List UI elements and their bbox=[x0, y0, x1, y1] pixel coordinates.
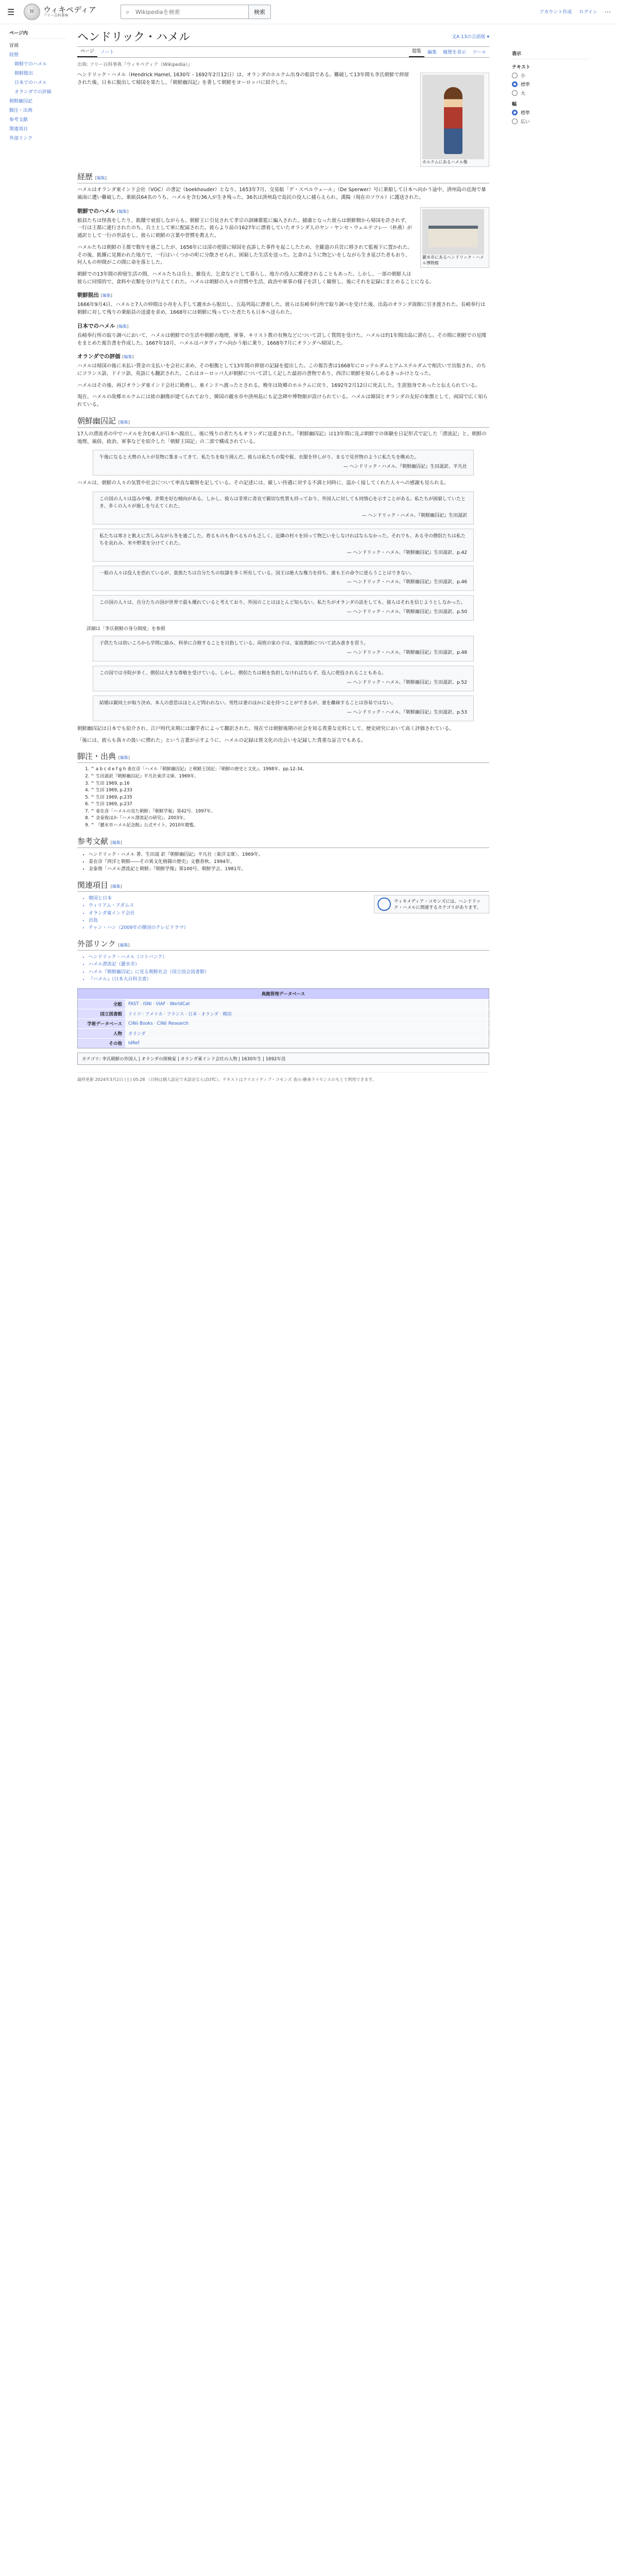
edit-link[interactable]: 編集 bbox=[119, 942, 128, 947]
bibliography-item: • 姜在彦『西洋と朝鮮――その異文化格闘の歴史』文藝春秋、1994年。 bbox=[89, 858, 489, 866]
toc-item[interactable]: オランダでの評価 bbox=[14, 90, 52, 95]
tab-history[interactable]: 履歴を表示 bbox=[443, 50, 467, 55]
toc-title: ページ内 bbox=[9, 29, 66, 39]
quote-source: — ヘンドリック・ハメル、『朝鮮幽囚記』生田滋訳、p.50 bbox=[347, 609, 467, 615]
search-input[interactable] bbox=[134, 8, 248, 16]
subsection-heading: オランダでの評価 [編集] bbox=[77, 353, 134, 360]
commons-text: ウィキメディア・コモンズには、ヘンドリック・ハメルに関連するカテゴリがあります。 bbox=[394, 899, 481, 910]
authority-key: 学術データベース bbox=[78, 1019, 126, 1029]
width-option-standard[interactable] bbox=[512, 109, 589, 116]
commons-logo-icon bbox=[377, 897, 391, 911]
paragraph: 長崎奉行所の取り調べにおいて、ハメルは朝鮮での生活や朝鮮の地理、軍事、キリスト教の有無などについて詳しく質問を受けた。ハメルは約1年間出島に滞在し、その間に朝鮮での見聞をまとめた報告書を作成した。1667年10月、ハメルはバタヴィアへ向かう船に乗り、1668年7月にオランダへ帰国した。 bbox=[77, 332, 486, 346]
page-tabs bbox=[77, 47, 489, 58]
reference-item[interactable]: 4. ^ 生田 1969, p.233 bbox=[91, 787, 489, 794]
reference-item[interactable]: 5. ^ 生田 1969, p.235 bbox=[91, 794, 489, 802]
quote-text: 結婚は親同士が取り決め、本人の意思はほとんど問われない。男性は妻のほかに妾を持つことができるが、妻を離縁することは容易ではない。 bbox=[99, 701, 396, 706]
edit-link[interactable]: 編集 bbox=[118, 324, 127, 329]
quote-block bbox=[93, 492, 474, 524]
radio-selected-icon bbox=[512, 110, 518, 115]
section-title: 日本でのハメル bbox=[77, 323, 115, 329]
edit-link[interactable]: 編集 bbox=[112, 884, 121, 889]
edit-link[interactable]: 編集 bbox=[118, 209, 127, 214]
image-caption: 麗水市にあるヘンドリック・ハメル博物館 bbox=[422, 255, 484, 265]
paragraph: 船員たちは怪我をしたり、飢餓で衰弱しながらも、朝鮮王に引見されて孝宗の訓練都監に編入された。捕虜となった彼らは朝鮮側から帰国を許されず、一行は王都に連行されたのち、兵士として軍に配属された。彼らより前の1627年に漂着していたオランダ人のヤン・ヤンセ・ウェルテフレー（朴燕）が通訳として一行の世話をし、彼らに朝鮮の言葉や習慣を教えた。 bbox=[77, 217, 412, 239]
authority-value[interactable]: IdRef bbox=[125, 1039, 489, 1048]
paragraph: 現在、ハメルの故郷ホルクムには彼の銅像が建てられており、韓国の麗水市や済州島にも記念碑や博物館が設けられている。ハメルは韓国とオランダの友好の象徴として、両国で広く知られている。 bbox=[77, 394, 488, 408]
tab-talk[interactable]: ノート bbox=[100, 50, 114, 55]
authority-control-table bbox=[77, 988, 489, 1048]
quote-text: 子供たちは幼いころから学問に励み、科挙に合格することを目指している。両班の家の子は、家庭教師について読み書きを習う。 bbox=[99, 641, 369, 647]
radio-icon bbox=[512, 90, 518, 96]
quote-block bbox=[93, 450, 474, 476]
paragraph: 1666年9月4日、ハメルと7人の仲間は小舟を入手して麗水から脱出し、五島列島に漂着した。彼らは長崎奉行所で取り調べを受けた後、出島のオランダ商館に引き渡された。長崎奉行は朝鮮に対して残りの乗組員の送還を求め、1668年には朝鮮に残っていた者たちも日本へ送られた。 bbox=[77, 302, 486, 316]
appearance-title: 表示 bbox=[512, 50, 589, 59]
toc-item[interactable]: 脚注・出典 bbox=[9, 108, 33, 113]
quote-source: — ヘンドリック・ハメル、『朝鮮幽囚記』生田滋訳、p.46 bbox=[347, 580, 467, 585]
bibliography-item: • ヘンドリック・ハメル 著、生田滋 訳『朝鮮幽囚記』平凡社〈東洋文庫〉、1969年。 bbox=[89, 851, 489, 858]
reference-item[interactable]: 9. ^ 『麗水市ハメル記念館』公式サイト。2010年閲覧。 bbox=[91, 822, 489, 829]
option-label: 広い bbox=[521, 120, 530, 125]
related-link[interactable]: • チャン・ハン（2009年の韓国のテレビドラマ） bbox=[89, 924, 489, 931]
option-label: 標準 bbox=[521, 82, 530, 88]
external-link[interactable]: • ヘンドリック・ハメル（コトバンク） bbox=[89, 954, 489, 961]
table-of-contents bbox=[0, 24, 66, 1083]
create-account-link[interactable]: アカウント作成 bbox=[539, 10, 572, 15]
toc-item[interactable]: 関連項目 bbox=[9, 127, 28, 132]
authority-value[interactable]: CiNii Books · CiNii Research bbox=[125, 1019, 489, 1029]
toc-item[interactable]: 朝鮮幽囚記 bbox=[9, 99, 33, 104]
text-size-label: テキスト bbox=[512, 65, 530, 70]
reference-item[interactable]: 6. ^ 生田 1969, p.237 bbox=[91, 801, 489, 808]
authority-value[interactable]: ドイツ · アメリカ · フランス · 日本 · オランダ · 韓国 bbox=[125, 1009, 489, 1019]
authority-key: その他 bbox=[78, 1039, 126, 1048]
page-title-text: ヘンドリック・ハメル bbox=[77, 31, 191, 44]
option-label: 小 bbox=[521, 74, 526, 79]
main-menu-icon[interactable]: ☰ bbox=[7, 7, 15, 17]
paragraph: ハメルはその後、再びオランダ東インド会社に勤務し、東インドへ渡ったとされる。晩年は故郷のホルクムに戻り、1692年2月12日に死去した。生涯独身であったと伝えられている。 bbox=[77, 382, 480, 388]
quote-block bbox=[93, 636, 474, 662]
wikipedia-globe-icon: W bbox=[24, 4, 40, 20]
hamel-statue-image[interactable] bbox=[422, 75, 484, 159]
category-links[interactable]: カテゴリ: 李氏朝鮮の外国人 | オランダの探検家 | オランダ東インド会社の人物 | 1630年生 | 1692年没 bbox=[77, 1053, 489, 1065]
site-header bbox=[0, 0, 618, 24]
reference-item[interactable]: 8. ^ 金泰俊ほか『ハメル漂流記の研究』、2003年。 bbox=[91, 815, 489, 822]
edit-link[interactable]: 編集 bbox=[119, 755, 128, 760]
reference-item[interactable]: 2. ^ 生田滋訳『朝鮮幽囚記』平凡社東洋文庫、1969年。 bbox=[91, 773, 489, 781]
section-title: 経歴 bbox=[77, 172, 93, 182]
quote-text: この国の人々は盗みや嘘、詐欺を好む傾向がある。しかし、彼らは非常に善良で親切な性質も持っており、外国人に対しても同情心を示すことがある。私たちが困窮していたとき、多くの人々が施しを与えてくれた。 bbox=[99, 496, 466, 509]
reference-item[interactable]: 7. ^ 姜在彦「ハメルの見た朝鮮」『朝鮮学報』第42号、1997年。 bbox=[91, 808, 489, 816]
paragraph: 17人の漂流者の中でハメルを含む8人が日本へ脱出し、後に残りの者たちもオランダに送還された。『朝鮮幽囚記』は13年間に及ぶ朝鮮での体験を日記形式で記した「漂流記」と、朝鮮の地理、風俗、政治、軍事などを紹介した「朝鮮王国記」の二部で構成されている。 bbox=[77, 431, 487, 445]
quote-text: 午後になると大勢の人々が見物に集まってきて、私たちを取り囲んだ。彼らは私たちの髪や髭、衣服を珍しがり、まるで見世物のように私たちを眺めた。 bbox=[99, 455, 419, 461]
text-size-option-small[interactable] bbox=[512, 72, 589, 79]
authority-key: 人物 bbox=[78, 1029, 126, 1039]
edit-link[interactable]: 編集 bbox=[112, 840, 121, 845]
quote-block bbox=[93, 566, 474, 591]
section-title: 外部リンク bbox=[77, 939, 116, 948]
paragraph: ハメルは、朝鮮の人々の気質や社会について率直な観察を記している。その記述には、厳しい待遇に対する不満と同時に、温かく接してくれた人々への感謝も見られる。 bbox=[77, 480, 449, 486]
authority-value[interactable]: オランダ bbox=[125, 1029, 489, 1039]
toc-item[interactable]: 朝鮮脱出 bbox=[14, 71, 33, 76]
intro-paragraph: ヘンドリック・ハメル（Hendrick Hamel, 1630年 - 1692年2月12日）は、オランダのホルクム出身の船員である。難破して13年間も李氏朝鮮で抑留された後、日本に脱出して帰国を果たし、『朝鮮幽囚記』を著して朝鮮をヨーロッパに紹介した。 bbox=[77, 72, 409, 86]
radio-icon bbox=[512, 118, 518, 124]
quote-text: 一般の人々は役人を恐れているが、貴族たちは自分たちの奴隷を多く所有している。国王は絶大な権力を持ち、誰も王の命令に逆らうことはできない。 bbox=[99, 570, 415, 576]
edit-link[interactable]: 編集 bbox=[119, 419, 128, 425]
authority-key: 国立図書館 bbox=[78, 1009, 126, 1019]
reference-list bbox=[77, 766, 489, 829]
section-title: 関連項目 bbox=[77, 880, 109, 890]
paragraph: ハメルはオランダ東インド会社（VOC）の書記（boekhouder）となり、1653年7月、交易船「デ・スペルウェール」（De Sperwer）号に乗船して日本へ向かう途中、済州島の近海で暴風雨に遭い難破した。乗組員64名のうち、ハメルを含む36人が生き残った。36名は済州島で島民の役人に捕らえられ、漢陽（現在のソウル）に護送された。 bbox=[77, 187, 486, 200]
related-link[interactable]: • 出島 bbox=[89, 917, 489, 924]
appearance-panel bbox=[497, 24, 589, 1083]
page-footer: 最終更新 2024年3月2日 (土) 05:28 （日時は個人設定で未設定ならばUTC）。テキストはクリエイティブ・コモンズ 表示-継承ライセンスのもとで利用できます。 bbox=[77, 1072, 489, 1083]
image-hamel-statue bbox=[420, 73, 489, 167]
section-heading-related: 関連項目 [編集] bbox=[77, 879, 489, 892]
authority-caption: 典拠管理データベース bbox=[78, 989, 489, 999]
radio-icon bbox=[512, 73, 518, 78]
edit-link[interactable]: 編集 bbox=[102, 293, 111, 298]
paragraph: ハメルは帰国の後に未払い賃金の支払いを会社に求め、その根拠として13年間の抑留の記録を提出した。この報告書は1668年にロッテルダムとアムステルダムで相次いで出版され、のちにフランス語、ドイツ語、英語にも翻訳された。これはヨーロッパ人が朝鮮について詳しく記した最初の書物であり、西洋に朝鮮を知らしめるきっかけとなった。 bbox=[77, 363, 486, 377]
external-link[interactable]: • ハメル『朝鮮幽囚記』に見る朝鮮社会（国立国会図書館） bbox=[89, 969, 489, 976]
authority-value[interactable]: FAST · ISNI · VIAF · WorldCat bbox=[125, 999, 489, 1009]
quote-block bbox=[93, 666, 474, 691]
bibliography-list bbox=[77, 851, 489, 873]
quote-source: — ヘンドリック・ハメル、『朝鮮幽囚記』生田滋訳 bbox=[362, 513, 467, 518]
section-title: 朝鮮でのハメル bbox=[77, 208, 115, 214]
width-label: 幅 bbox=[512, 102, 517, 107]
quote-block bbox=[93, 529, 474, 562]
tab-read[interactable]: 閲覧 bbox=[409, 47, 424, 57]
page-title bbox=[77, 28, 489, 47]
edit-link[interactable]: 編集 bbox=[124, 354, 132, 360]
more-options-icon[interactable]: ⋯ bbox=[605, 8, 611, 15]
language-selector[interactable]: 文A 13の言語版 ▾ bbox=[452, 35, 489, 40]
section-title: 脚注・出典 bbox=[77, 752, 116, 761]
quote-source: — ヘンドリック・ハメル、『朝鮮幽囚記』生田滋訳、平凡社 bbox=[343, 464, 467, 470]
tab-tools[interactable]: ツール bbox=[472, 50, 486, 55]
image-caption: ホルクムにあるハメル像 bbox=[422, 160, 468, 164]
quote-source: — ヘンドリック・ハメル、『朝鮮幽囚記』生田滋訳、p.42 bbox=[347, 550, 467, 555]
quote-text: 私たちは寒さと飢えに苦しみながら冬を過ごした。着るものも食べるものも乏しく、近隣の村々を回って物乞いをしなければならなかった。それでも、ある寺の僧侶たちは私たちを哀れみ、米や野菜を分けてくれた。 bbox=[99, 533, 466, 546]
bibliography-item: • 金泰俊「ハメル漂流記と朝鮮」『朝鮮学報』第100号、朝鮮学会、1981年。 bbox=[89, 866, 489, 873]
quote-block bbox=[93, 696, 474, 721]
logo-subtitle: フリー百科事典 bbox=[43, 13, 68, 18]
logo-title: ウィキペディア bbox=[43, 5, 96, 14]
section-title: 朝鮮脱出 bbox=[77, 292, 99, 299]
section-heading-bio: 経歴 [編集] bbox=[77, 171, 489, 183]
toc-item[interactable]: 外部リンク bbox=[9, 136, 32, 141]
section-title: オランダでの評価 bbox=[77, 353, 121, 360]
related-link[interactable]: • ウィリアム・アダムス bbox=[89, 902, 489, 909]
external-links-list bbox=[77, 954, 489, 984]
quote-source: — ヘンドリック・ハメル、『朝鮮幽囚記』生田滋訳、p.53 bbox=[347, 709, 467, 715]
search-icon: ⌕ bbox=[126, 8, 130, 15]
quote-text: この国では寺院が多く、僧侶は大きな尊敬を受けている。しかし、僧侶たちは税を負担しなければならず、役人に使役されることもある。 bbox=[99, 671, 387, 676]
toc-item[interactable]: 朝鮮でのハメル bbox=[14, 62, 47, 67]
section-heading-record: 朝鮮幽囚記 [編集] bbox=[77, 415, 489, 428]
section-heading-bib: 参考文献 [編集] bbox=[77, 836, 489, 848]
section-title: 参考文献 bbox=[77, 836, 109, 846]
option-label: 標準 bbox=[521, 111, 530, 116]
authority-key: 全般 bbox=[78, 999, 126, 1009]
text-size-option-standard[interactable] bbox=[512, 81, 589, 88]
section-title: 朝鮮幽囚記 bbox=[77, 416, 116, 426]
related-link[interactable]: • オランダ東インド会社 bbox=[89, 910, 489, 917]
image-museum bbox=[420, 207, 489, 268]
language-count: 13の言語版 bbox=[461, 35, 486, 40]
toc-item[interactable]: 日本でのハメル bbox=[14, 80, 47, 86]
option-label: 大 bbox=[521, 91, 526, 96]
search-box bbox=[121, 5, 271, 19]
subsection-heading: 朝鮮でのハメル [編集] bbox=[77, 208, 129, 214]
related-link[interactable]: • 韓国と日本 bbox=[89, 895, 489, 902]
site-logo[interactable] bbox=[24, 4, 116, 20]
tab-page[interactable]: ページ bbox=[77, 47, 97, 57]
edit-link[interactable]: 編集 bbox=[96, 176, 105, 181]
quote-text: この国の人々は、自分たちの国が世界で最も優れていると考えており、外国のことはほとんど知らない。私たちがオランダの話をしても、彼らはそれを信じようとしなかった。 bbox=[99, 600, 466, 606]
external-link[interactable]: • ハメル漂流記（麗水市） bbox=[89, 961, 489, 968]
toc-item[interactable]: 参考文献 bbox=[9, 117, 28, 123]
text-size-option-large[interactable] bbox=[512, 90, 589, 96]
paragraph: 朝鮮幽囚記は日本でも紹介され、江戸時代末期には蘭学者によって翻訳された。現在では朝鮮後期の社会を知る貴重な史料として、歴史研究において高く評価されている。 bbox=[77, 725, 454, 732]
see-also-note[interactable]: 詳細は「李氏朝鮮の身分制度」を参照 bbox=[87, 626, 166, 632]
toc-item[interactable]: 経歴 bbox=[9, 53, 19, 58]
article-content bbox=[66, 24, 497, 1083]
commons-box[interactable] bbox=[374, 895, 489, 913]
section-heading-notes: 脚注・出典 [編集] bbox=[77, 751, 489, 763]
quote-block bbox=[93, 595, 474, 621]
page-source-note: 出典: フリー百科事典『ウィキペディア（Wikipedia）』 bbox=[77, 62, 193, 67]
login-link[interactable]: ログイン bbox=[579, 10, 597, 15]
radio-selected-icon bbox=[512, 81, 518, 87]
quote-source: — ヘンドリック・ハメル、『朝鮮幽囚記』生田滋訳、p.48 bbox=[347, 650, 467, 656]
width-option-wide[interactable] bbox=[512, 118, 589, 125]
toc-item[interactable]: 冒頭 bbox=[9, 43, 19, 48]
paragraph: ハメルたちは朝鮮の王都で数年を過ごしたが、1656年には清の使節に帰国を直訴した事件を起こしたため、全羅道の兵営に移されて監視下に置かれた。その後、飢饉に見舞われた地方で、一行はいくつかの町に分散させられ、困窮した生活を送った。乞食のように物乞いをしながら生き延びた者もおり、何人もの仲間がこの間に命を落とした。 bbox=[77, 244, 413, 266]
hamel-museum-image[interactable] bbox=[422, 209, 484, 255]
quote-source: — ヘンドリック・ハメル、『朝鮮幽囚記』生田滋訳、p.52 bbox=[347, 680, 467, 686]
paragraph: 「後には、彼らも我々の扱いに慣れた」という言葉が示すように、ハメルの記録は異文化の出会いを記録した貴重な証言でもある。 bbox=[77, 737, 366, 743]
reference-item[interactable]: 3. ^ 生田 1969, p.16 bbox=[91, 781, 489, 788]
external-link[interactable]: • 『ハメル』（日本大百科全書） bbox=[89, 976, 489, 983]
search-button[interactable]: 検索 bbox=[248, 5, 270, 19]
reference-item[interactable]: 1. ^ a b c d e f g h 姜在彦「ハメル『朝鮮幽囚記』と朝鮮王国記」『朝鮮の歴史と文化』、1998年、pp.12-34。 bbox=[91, 766, 489, 773]
paragraph: 朝鮮での13年間の抑留生活の間、ハメルたちは兵士、雑役夫、乞食などとして暮らし、地方の役人に酷使されることもあった。しかし、一部の朝鮮人は彼らに同情的で、食料や衣類を分け与えてくれた。ハメルは朝鮮の人々の習慣や生活、政治や軍事の様子を詳しく観察し、後にそれを記録にまとめることになる。 bbox=[77, 271, 435, 285]
tab-edit[interactable]: 編集 bbox=[427, 50, 437, 55]
section-heading-links: 外部リンク [編集] bbox=[77, 938, 489, 951]
subsection-heading: 日本でのハメル [編集] bbox=[77, 323, 129, 329]
subsection-heading: 朝鮮脱出 [編集] bbox=[77, 292, 112, 299]
